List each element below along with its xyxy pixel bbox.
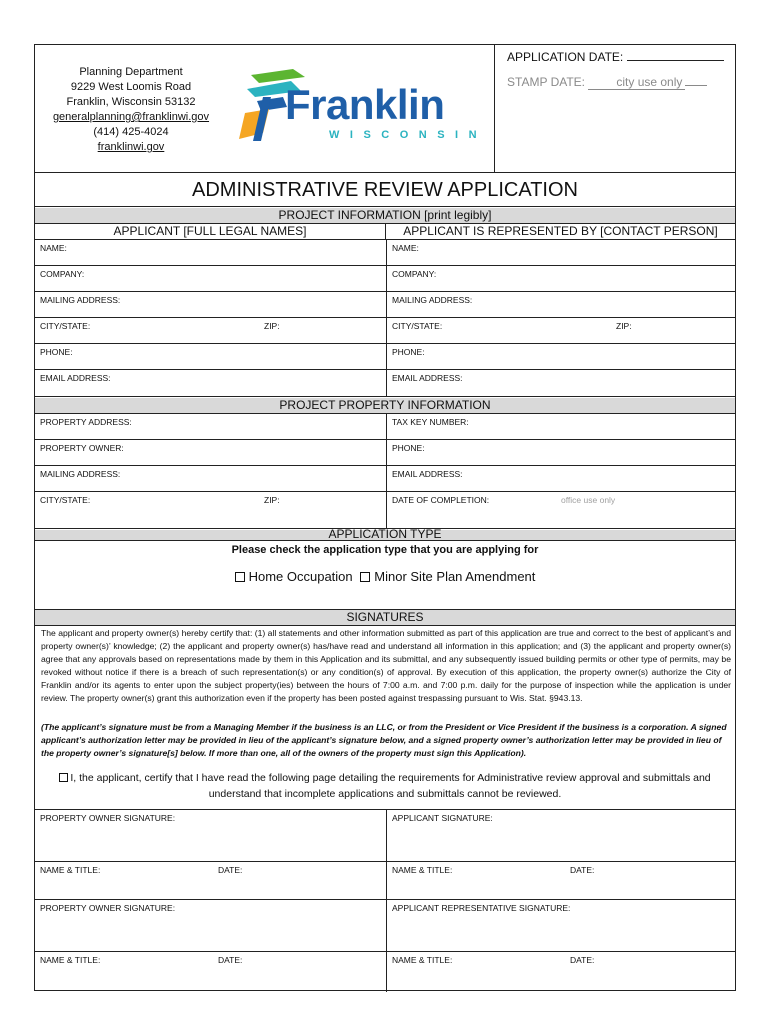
application-type-options	[35, 569, 735, 584]
acknowledgement-checkbox[interactable]	[59, 773, 68, 782]
sig-row-2	[35, 861, 735, 899]
applicant-name-field[interactable]: NAME:	[40, 243, 67, 253]
department-phone: (414) 425-4024	[93, 126, 169, 138]
row-email	[35, 370, 735, 397]
property-citystate-field[interactable]: CITY/STATE: ZIP:	[40, 495, 280, 505]
row-name	[35, 240, 735, 266]
property-email-field[interactable]: EMAIL ADDRESS:	[386, 466, 735, 491]
franklin-logo	[233, 67, 488, 149]
contact-zip-label: ZIP:	[616, 321, 632, 331]
applicant-phone-field[interactable]: PHONE:	[40, 347, 73, 357]
sig-row-3	[35, 899, 735, 951]
contact-company-field[interactable]: COMPANY:	[386, 266, 735, 291]
representative-date-label: DATE:	[570, 955, 595, 965]
applicant-mailing-field[interactable]: MAILING ADDRESS:	[40, 295, 121, 305]
row-phone	[35, 344, 735, 370]
department-name: Planning Department	[79, 66, 183, 78]
department-contact	[49, 65, 213, 155]
representative-header: APPLICANT IS REPRESENTED BY [CONTACT PERSON]	[385, 224, 735, 239]
minor-site-plan-checkbox[interactable]	[360, 572, 370, 582]
application-type-band: APPLICATION TYPE	[328, 527, 442, 541]
representative-signature-field[interactable]: APPLICANT REPRESENTATIVE SIGNATURE:	[386, 900, 735, 952]
contact-mailing-field[interactable]: MAILING ADDRESS:	[386, 292, 735, 317]
signature-requirement-note: (The applicant’s signature must be from a Managing Member if the business is an LLC, or from the President or Vice President if the business is a corporation. A signed applicant’s authorization letter may be provided in lieu of the applicant’s signature below, and a signed property owner’s authorization letter may be provided in lieu of the property owner’s signature[s] below. If more than one, all of the owners of the property must sign this Application).	[41, 722, 727, 758]
application-form	[34, 44, 736, 991]
sig-row-1	[35, 809, 735, 861]
row-company	[35, 266, 735, 292]
application-type-question: Please check the application type that you are applying for	[231, 544, 539, 556]
owner-name-title-field-2[interactable]: NAME & TITLE: DATE:	[40, 955, 243, 965]
row-property-owner	[35, 440, 735, 466]
row-property-address	[35, 414, 735, 440]
department-email-link[interactable]: generalplanning@franklinwi.gov	[52, 111, 210, 123]
applicant-company-field[interactable]: COMPANY:	[40, 269, 85, 279]
acknowledgement	[35, 770, 735, 802]
contact-name-field[interactable]: NAME:	[386, 240, 735, 265]
sig-row-4	[35, 951, 735, 991]
home-occupation-label: Home Occupation	[248, 569, 353, 584]
property-mailing-field[interactable]: MAILING ADDRESS:	[40, 469, 121, 479]
tax-key-field[interactable]: TAX KEY NUMBER:	[386, 414, 735, 439]
owner-name-title-field[interactable]: NAME & TITLE: DATE:	[40, 865, 243, 875]
signatures-band: SIGNATURES	[35, 610, 735, 626]
applicant-zip-label: ZIP:	[264, 321, 280, 331]
owner-date-label-2: DATE:	[218, 955, 243, 965]
stamp-date-note: city use only	[588, 75, 685, 90]
department-website-link[interactable]: franklinwi.gov	[97, 141, 165, 153]
office-use-note: office use only	[561, 495, 616, 505]
row-property-mailing	[35, 466, 735, 492]
property-owner-signature-field-2[interactable]: PROPERTY OWNER SIGNATURE:	[40, 903, 176, 913]
acknowledgement-line1: I, the applicant, certify that I have read the following page detailing the requirements for Administrative review approval and submittals and	[70, 772, 711, 784]
row-mailing	[35, 292, 735, 318]
applicant-email-field[interactable]: EMAIL ADDRESS:	[40, 373, 111, 383]
representative-name-title-field[interactable]: NAME & TITLE: DATE:	[386, 952, 735, 992]
stamp-date-label: STAMP DATE:	[507, 75, 586, 89]
contact-phone-field[interactable]: PHONE:	[386, 344, 735, 369]
applicant-name-title-field[interactable]: NAME & TITLE: DATE:	[386, 862, 735, 900]
contact-email-field[interactable]: EMAIL ADDRESS:	[386, 370, 735, 396]
application-date-field[interactable]	[507, 50, 724, 64]
page-title: ADMINISTRATIVE REVIEW APPLICATION	[35, 173, 735, 207]
home-occupation-checkbox[interactable]	[235, 572, 245, 582]
department-address-line2: Franklin, Wisconsin 53132	[66, 96, 196, 108]
date-of-completion-field: DATE OF COMPLETION: office use only	[386, 492, 735, 528]
stamp-date-field	[507, 75, 707, 90]
property-address-field[interactable]: PROPERTY ADDRESS:	[40, 417, 132, 427]
property-information-band: PROJECT PROPERTY INFORMATION	[35, 398, 735, 414]
applicant-citystate-field[interactable]: CITY/STATE: ZIP:	[40, 321, 280, 331]
acknowledgement-line2: understand that incomplete applications and submittals cannot be reviewed.	[208, 788, 562, 800]
date-box	[494, 45, 735, 173]
property-phone-field[interactable]: PHONE:	[386, 440, 735, 465]
certification-text: The applicant and property owner(s) hereby certify that: (1) all statements and other information submitted as part of this application are true and correct to the best of applicant’s and property owner(s)’ knowledge; (2) the applicant and property owner(s) has/have read and understand all information in this application; and (3) the applicant and property owner(s) agree that any approvals based on representations made by them in this Application and its submittal, and any subsequently issued building permits or other type of permits, may be revoked without notice if there is a breach of such representation(s) or any condition(s) of approval. By execution of this application, the property owner(s) authorize the City of Franklin and/or its agents to enter upon the subject property(ies) between the hours of 7:00 a.m. and 7:00 p.m. daily for the purpose of inspection while the application is under review. The property owner(s) grant this authorization even if the property has been posted against trespassing pursuant to Wis. Stat. §943.13.	[41, 628, 731, 703]
logo-subtitle: WISCONSIN	[329, 129, 488, 141]
applicant-date-label: DATE:	[570, 865, 595, 875]
owner-date-label: DATE:	[218, 865, 243, 875]
contact-citystate-field[interactable]: CITY/STATE: ZIP:	[386, 318, 735, 343]
project-info-subheader	[35, 224, 735, 240]
application-date-label: APPLICATION DATE:	[507, 50, 624, 64]
applicant-signature-field[interactable]: APPLICANT SIGNATURE:	[386, 810, 735, 862]
form-header	[35, 45, 735, 173]
logo-wordmark: Franklin	[285, 81, 445, 128]
property-zip-label: ZIP:	[264, 495, 280, 505]
row-property-citystate	[35, 492, 735, 529]
department-address-line1: 9229 West Loomis Road	[70, 81, 192, 93]
property-owner-signature-field[interactable]: PROPERTY OWNER SIGNATURE:	[40, 813, 176, 823]
project-information-band: PROJECT INFORMATION [print legibly]	[35, 208, 735, 224]
applicant-header: APPLICANT [FULL LEGAL NAMES]	[113, 224, 307, 238]
row-citystate	[35, 318, 735, 344]
property-owner-field[interactable]: PROPERTY OWNER:	[40, 443, 124, 453]
minor-site-plan-label: Minor Site Plan Amendment	[374, 569, 536, 584]
